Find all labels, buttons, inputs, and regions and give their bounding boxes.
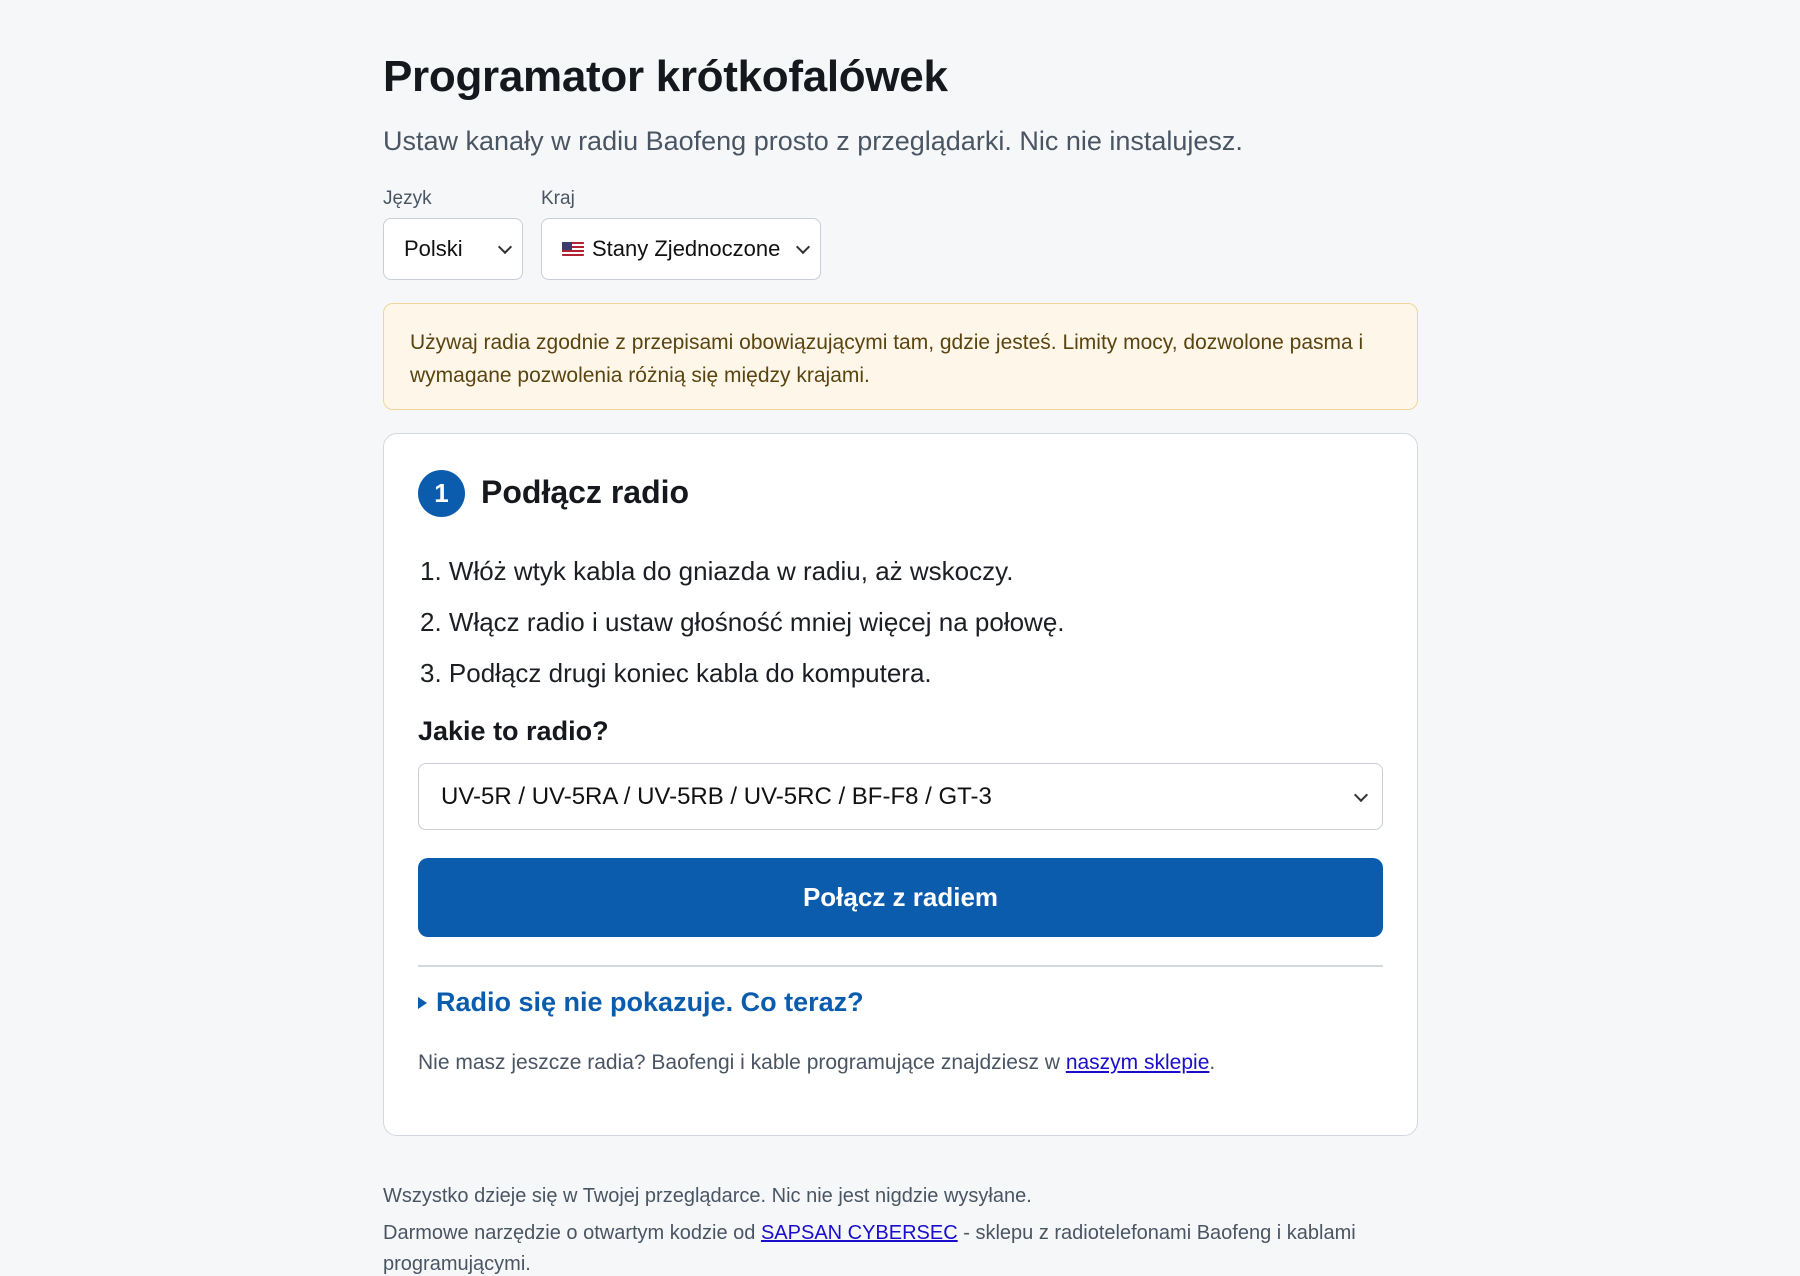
language-label: Język [383,188,432,209]
country-label: Kraj [541,188,575,209]
chevron-down-icon [796,240,810,254]
instruction-item: 3. Podłącz drugi koniec kabla do komputera. [420,658,932,688]
legal-warning-banner [383,303,1418,410]
radio-model-value: UV-5R / UV-5RA / UV-5RB / UV-5RC / BF-F8 / GT-3 [441,782,992,810]
credit-suffix: - sklepu z radiotelefonami Baofeng i kablami [957,1222,1356,1244]
shop-note-text: Nie masz jeszcze radia? Baofengi i kable programujące znajdziesz w [418,1051,1066,1074]
model-question-label: Jakie to radio? [418,716,609,746]
instruction-list [420,546,1065,699]
step-number-badge: 1 [418,470,465,517]
disclosure-triangle-icon [418,997,427,1009]
shop-link[interactable]: naszym sklepie [1065,1051,1210,1074]
shop-note-suffix: . [1209,1051,1216,1074]
divider [418,965,1383,967]
language-select[interactable] [383,218,523,280]
country-select-value: Stany Zjednoczone [592,236,781,261]
instruction-item: 2. Włącz radio i ustaw głośność mniej więcej na połowę. [420,607,1065,637]
credit-note-line2: programującymi. [383,1253,531,1275]
shop-note [418,1051,1215,1075]
privacy-note: Wszystko dzieje się w Twojej przeglądarce. Nic nie jest nigdzie wysyłane. [383,1185,1032,1207]
credit-text: Darmowe narzędzie o otwartym kodzie od [383,1222,761,1244]
radio-model-select[interactable] [418,763,1383,830]
troubleshoot-toggle[interactable] [418,987,864,1018]
page-title: Programator krótkofalówek [383,52,948,101]
us-flag-icon [562,242,584,256]
troubleshoot-label: Radio się nie pokazuje. Co teraz? [436,987,864,1017]
sapsan-link[interactable]: SAPSAN CYBERSEC [760,1222,958,1244]
step-connect-card [383,433,1418,1136]
warning-text: Używaj radia zgodnie z przepisami obowiązującymi tam, gdzie jesteś. Limity mocy, dozwolone pasma i wymagane pozwolenia różnią się między krajami. [410,331,1364,387]
credit-note [383,1222,1356,1245]
country-select[interactable] [541,218,821,280]
page-subtitle: Ustaw kanały w radiu Baofeng prosto z przeglądarki. Nic nie instalujesz. [383,126,1243,156]
chevron-down-icon [498,240,512,254]
instruction-item: 1. Włóż wtyk kabla do gniazda w radiu, aż wskoczy. [420,556,1014,586]
chevron-down-icon [1354,787,1368,801]
connect-radio-button[interactable]: Połącz z radiem [418,858,1383,937]
step-title: Podłącz radio [481,474,690,510]
language-select-value: Polski [404,236,463,261]
